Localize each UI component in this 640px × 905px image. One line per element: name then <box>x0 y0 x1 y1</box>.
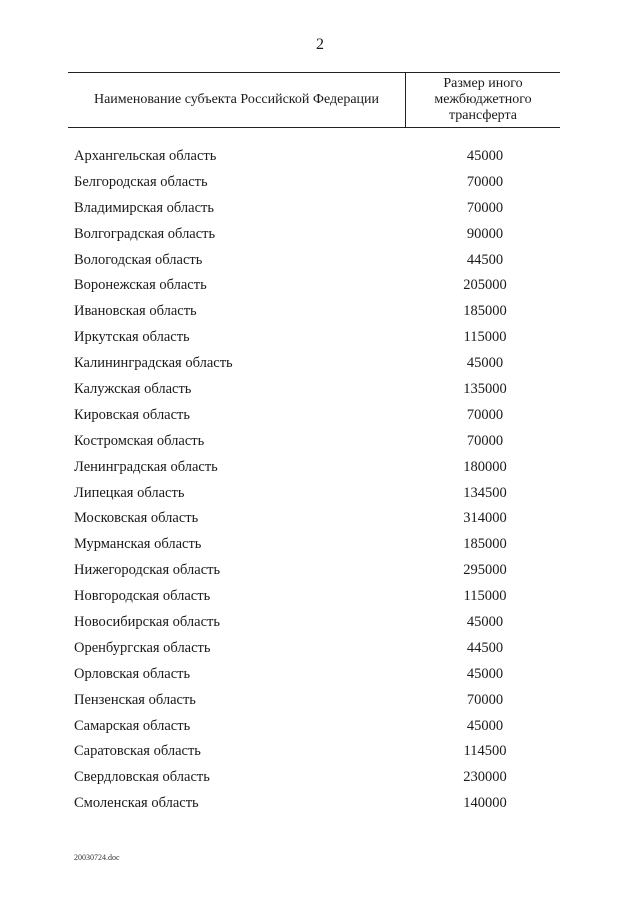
row-transfer-amount: 114500 <box>463 743 507 760</box>
row-transfer-amount: 185000 <box>463 536 507 553</box>
table-row <box>0 299 640 325</box>
row-subject-name: Новосибирская область <box>74 614 220 631</box>
table-row <box>0 273 640 299</box>
table-row <box>0 584 640 610</box>
row-subject-name: Белгородская область <box>74 173 208 190</box>
row-transfer-amount: 45000 <box>466 148 504 164</box>
table-row <box>0 481 640 507</box>
table-row <box>0 532 640 558</box>
table-body <box>0 144 640 817</box>
table-row <box>0 144 640 170</box>
row-transfer-amount: 45000 <box>466 717 504 734</box>
row-subject-name: Костромская область <box>74 432 205 449</box>
row-subject-name: Владимирская область <box>74 199 214 216</box>
row-transfer-amount: 185000 <box>463 303 507 320</box>
table-row <box>0 506 640 532</box>
table-row <box>0 714 640 740</box>
table-row <box>0 636 640 662</box>
row-subject-name: Смоленская область <box>74 795 199 812</box>
row-transfer-amount: 115000 <box>463 329 507 346</box>
row-subject-name: Ивановская область <box>74 303 197 320</box>
row-subject-name: Воронежская область <box>74 277 207 294</box>
row-transfer-amount: 115000 <box>463 588 507 605</box>
row-transfer-amount: 205000 <box>463 277 507 294</box>
row-subject-name: Московская область <box>74 510 199 527</box>
row-transfer-amount: 44500 <box>466 639 504 656</box>
row-subject-name: Иркутская область <box>74 329 190 346</box>
table-row <box>0 377 640 403</box>
header-transfer-line-3: трансферта <box>449 108 517 123</box>
table-row <box>0 662 640 688</box>
table-row <box>0 610 640 636</box>
page-number: 2 <box>316 36 324 53</box>
table-row <box>0 429 640 455</box>
table-row <box>0 248 640 274</box>
row-transfer-amount: 44500 <box>466 251 504 268</box>
row-transfer-amount: 230000 <box>463 769 507 786</box>
row-subject-name: Пензенская область <box>74 691 196 708</box>
table-row <box>0 351 640 377</box>
row-subject-name: Нижегородская область <box>74 562 221 579</box>
row-transfer-amount: 295000 <box>463 562 507 579</box>
row-transfer-amount: 45000 <box>466 614 504 631</box>
row-transfer-amount: 135000 <box>463 381 507 398</box>
row-subject-name: Свердловская область <box>74 769 210 786</box>
footer-filename: 20030724.doc <box>74 853 120 862</box>
row-subject-name: Мурманская область <box>74 536 202 553</box>
table-row <box>0 222 640 248</box>
header-transfer-amount <box>406 73 560 127</box>
header-transfer-line-2: межбюджетного <box>434 92 532 107</box>
row-transfer-amount: 70000 <box>466 173 504 190</box>
row-subject-name: Саратовская область <box>74 743 201 760</box>
row-subject-name: Калужская область <box>74 381 192 398</box>
row-subject-name: Липецкая область <box>74 484 185 501</box>
row-transfer-amount: 70000 <box>466 406 504 423</box>
row-subject-name: Волгоградская область <box>74 225 216 242</box>
table-row <box>0 325 640 351</box>
row-transfer-amount: 134500 <box>463 484 507 501</box>
table-row <box>0 455 640 481</box>
table-row <box>0 791 640 817</box>
row-transfer-amount: 314000 <box>463 510 507 527</box>
row-subject-name: Архангельская область <box>74 148 217 164</box>
table-row <box>0 403 640 429</box>
row-transfer-amount: 70000 <box>466 199 504 216</box>
row-subject-name: Оренбургская область <box>74 639 211 656</box>
row-subject-name: Новгородская область <box>74 588 211 605</box>
row-transfer-amount: 45000 <box>466 355 504 372</box>
row-transfer-amount: 45000 <box>466 665 504 682</box>
row-transfer-amount: 180000 <box>463 458 507 475</box>
row-transfer-amount: 90000 <box>466 225 504 242</box>
header-subject-name: Наименование субъекта Российской Федерации <box>93 92 380 107</box>
row-subject-name: Орловская область <box>74 665 191 682</box>
table-row <box>0 688 640 714</box>
table-header <box>68 72 560 128</box>
row-subject-name: Вологодская область <box>74 251 203 268</box>
header-transfer-line-1: Размер иного <box>443 76 523 91</box>
row-subject-name: Калининградская область <box>74 355 233 372</box>
row-transfer-amount: 70000 <box>466 432 504 449</box>
table-row <box>0 765 640 791</box>
row-subject-name: Самарская область <box>74 717 191 734</box>
table-row <box>0 558 640 584</box>
table-row <box>0 170 640 196</box>
row-subject-name: Кировская область <box>74 406 191 423</box>
row-transfer-amount: 140000 <box>463 795 507 812</box>
row-transfer-amount: 70000 <box>466 691 504 708</box>
table-row <box>0 196 640 222</box>
table-row <box>0 739 640 765</box>
row-subject-name: Ленинградская область <box>74 458 218 475</box>
